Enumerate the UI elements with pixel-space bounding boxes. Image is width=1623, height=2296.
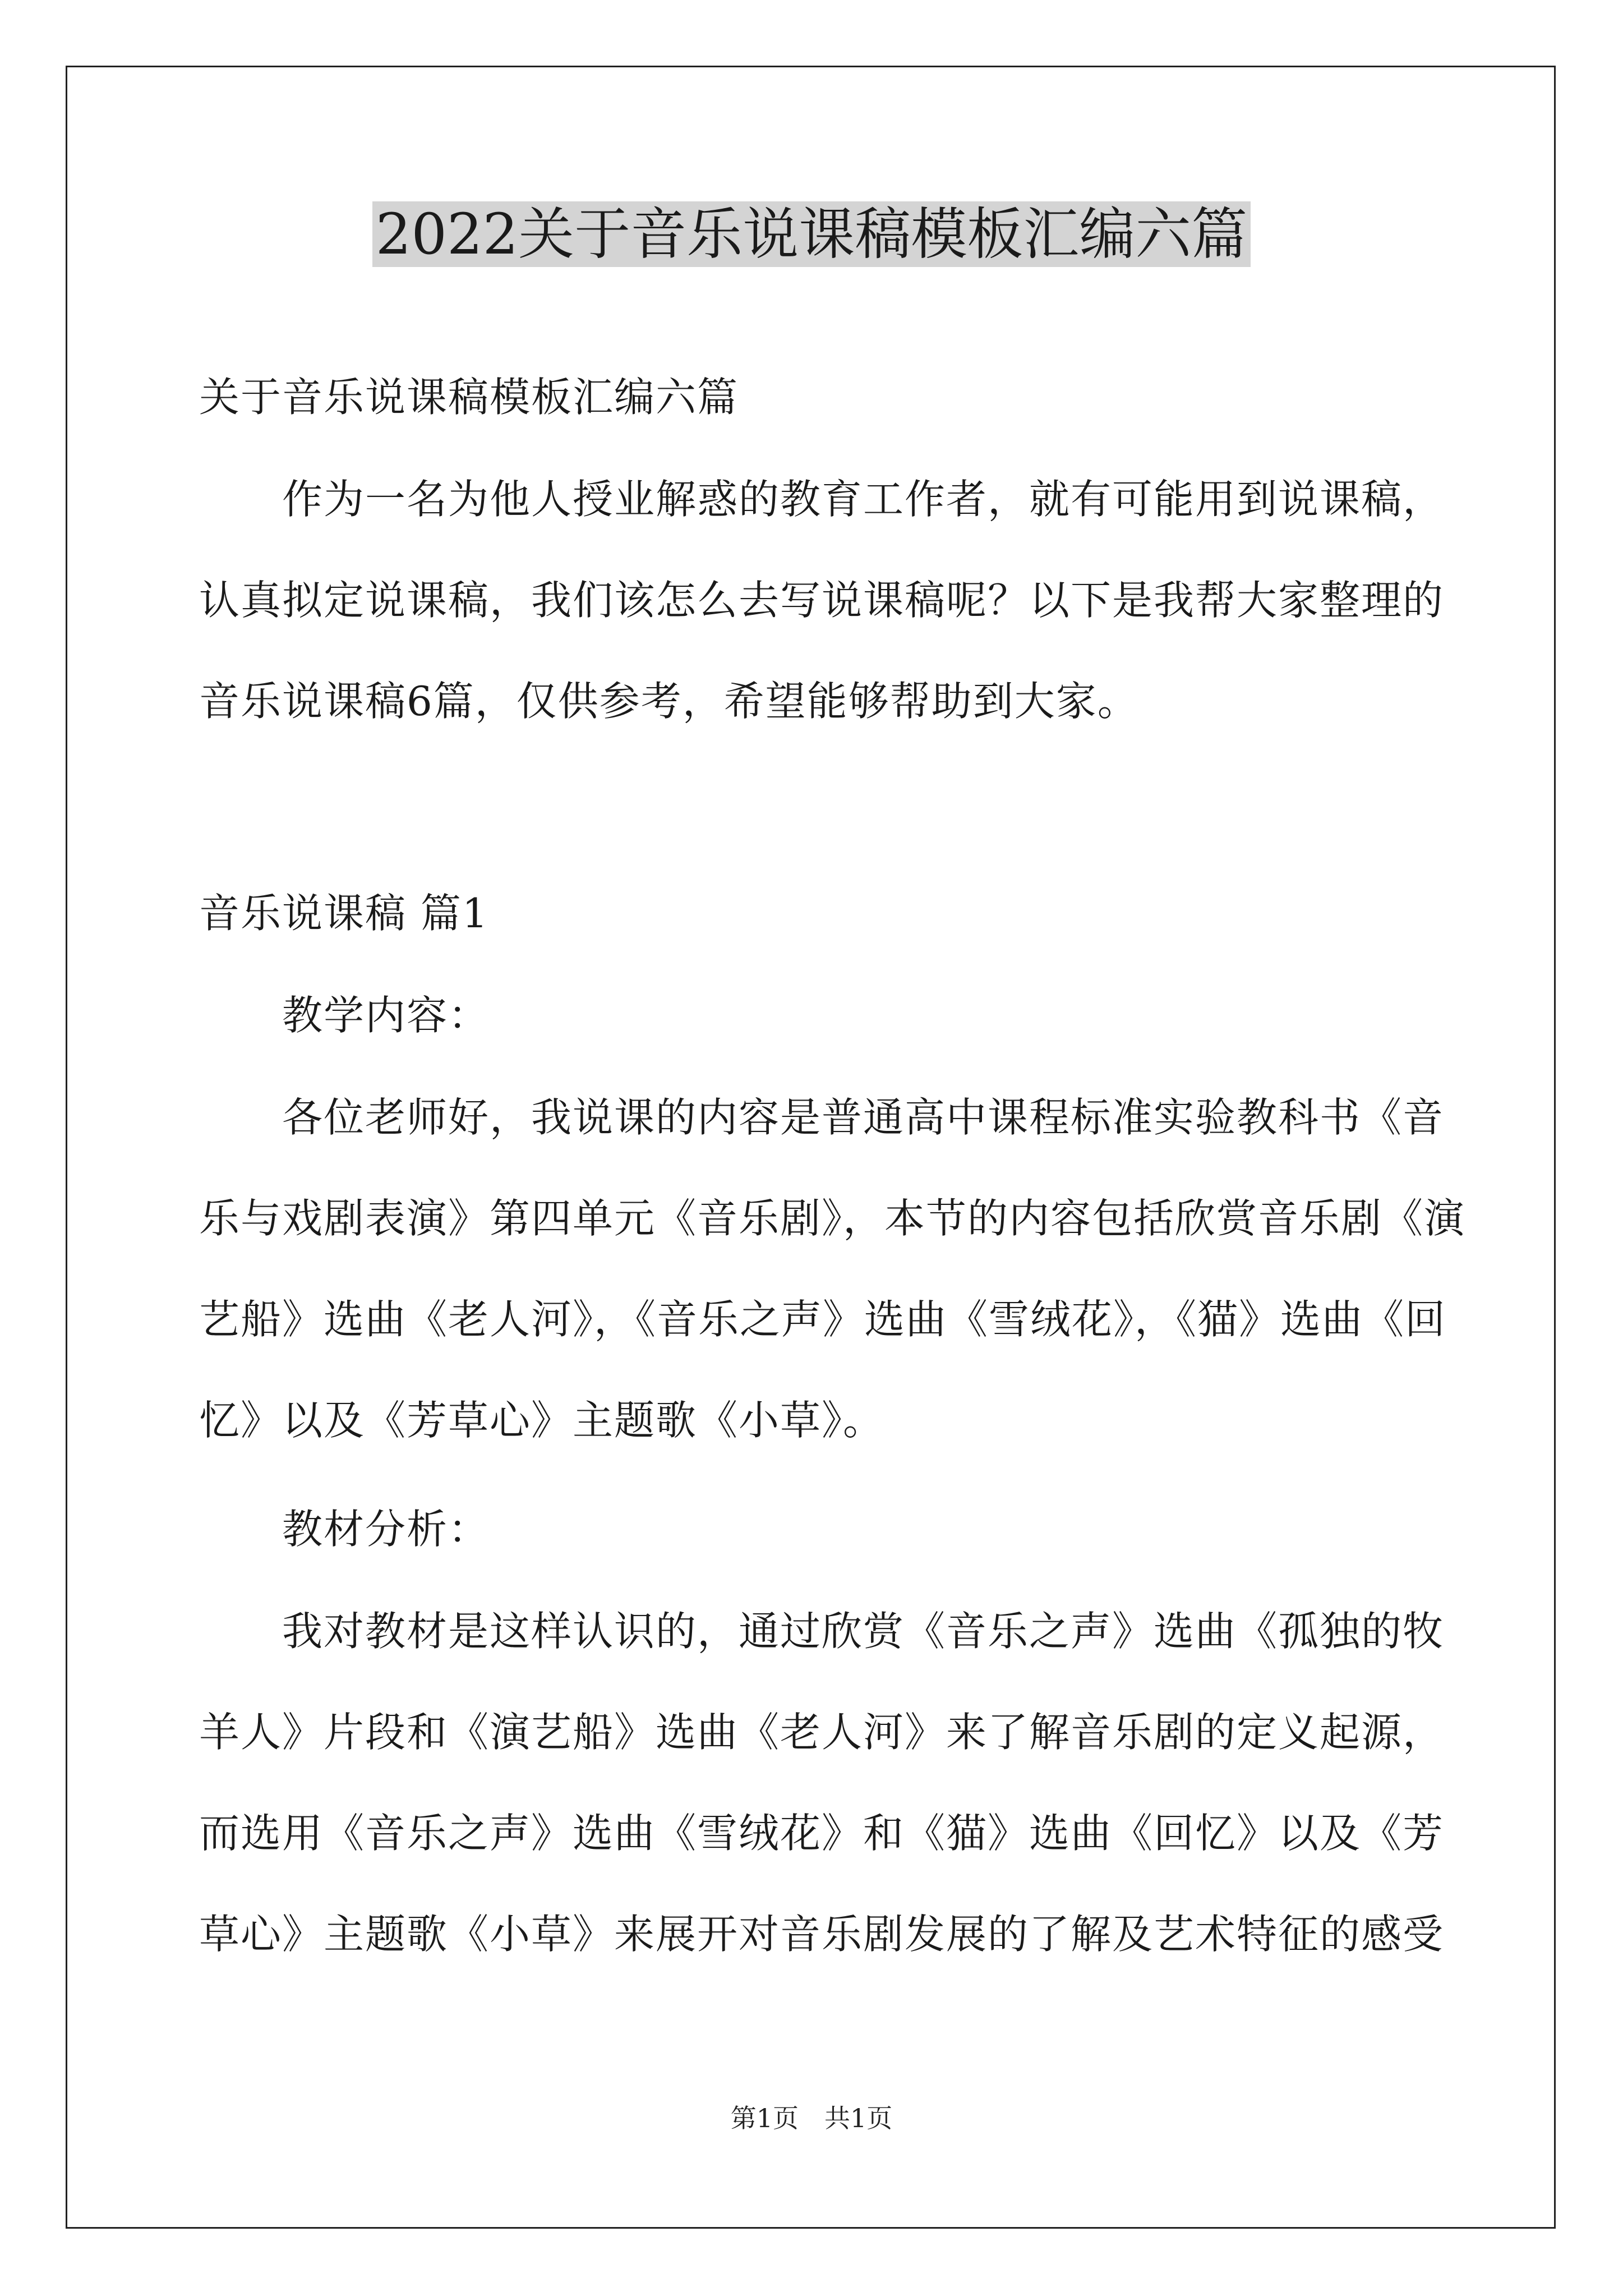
teaching-content-line: 各位老师好，我说课的内容是普通高中课程标准实验教科书《音 [282,1094,1445,1141]
material-analysis-line: 而选用《音乐之声》选曲《雪绒花》和《猫》选曲《回忆》以及《芳 [199,1810,1445,1857]
intro-paragraph [199,449,1445,752]
material-analysis-label: 教材分析： [282,1506,490,1553]
material-analysis-label-block [199,1479,1433,1580]
section-heading-block [199,863,1433,964]
teaching-content-line: 乐与戏剧表演》第四单元《音乐剧》，本节的内容包括欣赏音乐剧《演 [199,1195,1466,1242]
document-title [0,195,1623,274]
intro-line: 认真拟定说课稿，我们该怎么去写说课稿呢？以下是我帮大家整理的 [199,577,1445,624]
intro-line: 作为一名为他人授业解惑的教育工作者，就有可能用到说课稿， [282,476,1445,523]
page-number: 第1页 共1页 [730,2103,893,2133]
teaching-content-label: 教学内容： [282,992,490,1039]
teaching-content-line: 艺船》选曲《老人河》，《音乐之声》选曲《雪绒花》，《猫》选曲《回 [199,1296,1447,1343]
document-title-text: 2022关于音乐说课稿模板汇编六篇 [372,201,1251,267]
teaching-content-paragraph [199,1067,1466,1471]
intro-line: 音乐说课稿6篇，仅供参考，希望能够帮助到大家。 [199,678,1139,725]
section-heading: 音乐说课稿 篇1 [199,890,489,937]
document-subtitle-block [199,347,1433,448]
material-analysis-line: 我对教材是这样认识的，通过欣赏《音乐之声》选曲《孤独的牧 [282,1608,1445,1655]
teaching-content-line: 忆》以及《芳草心》主题歌《小草》。 [199,1397,885,1444]
material-analysis-line: 草心》主题歌《小草》来展开对音乐剧发展的了解及艺术特征的感受 [199,1911,1445,1958]
teaching-content-label-block [199,965,1433,1066]
document-subtitle: 关于音乐说课稿模板汇编六篇 [199,374,739,421]
page-footer [0,2101,1623,2135]
material-analysis-paragraph [199,1581,1445,1985]
material-analysis-line: 羊人》片段和《演艺船》选曲《老人河》来了解音乐剧的定义起源， [199,1709,1445,1756]
